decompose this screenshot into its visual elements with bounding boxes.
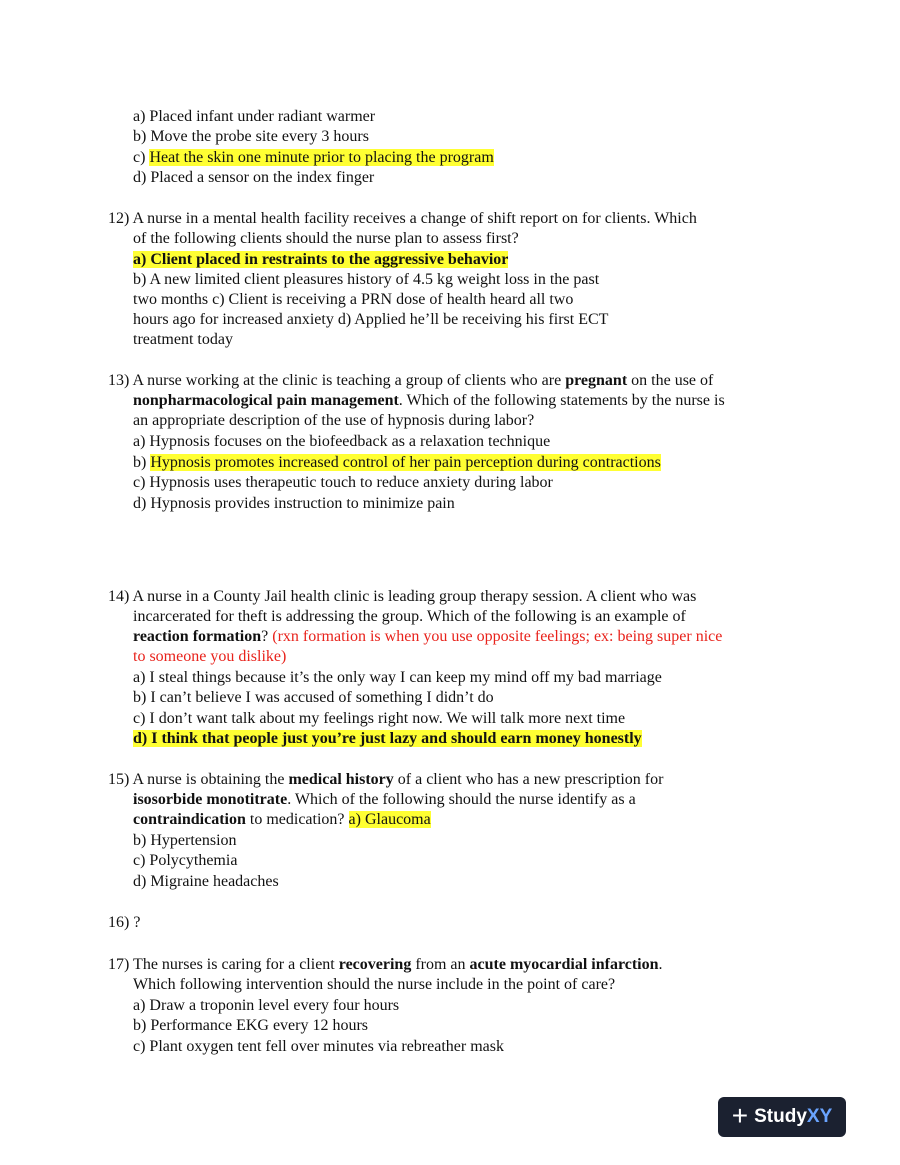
q15-text: 15) A nurse is obtaining the — [108, 771, 289, 788]
q17-option-c: c) Plant oxygen tent fell over minutes via rebreather mask — [133, 1038, 504, 1055]
q15-text: . Which of the following should the nurse identify as a — [287, 791, 636, 808]
q14-answer — [133, 729, 642, 749]
q12-stem-line-2: of the following clients should the nurse plan to assess first? — [133, 230, 519, 247]
q13-option-d: d) Hypnosis provides instruction to minimize pain — [133, 495, 455, 512]
q11-option-b: b) Move the probe site every 3 hours — [133, 128, 369, 145]
q12-answer — [133, 250, 508, 270]
q13-keyword-pregnant: pregnant — [565, 372, 628, 389]
q14-stem-line-1: 14) A nurse in a County Jail health clinic is leading group therapy session. A client who was — [108, 588, 697, 605]
q14-answer-highlight: d) I think that people just you’re just lazy and should earn money honestly — [133, 730, 642, 747]
q14-note-line-2: to someone you dislike) — [133, 648, 287, 665]
q15-option-b: b) Hypertension — [133, 832, 237, 849]
q15-keyword-medical-history: medical history — [288, 771, 394, 788]
q11-option-d: d) Placed a sensor on the index finger — [133, 169, 375, 186]
q13-stem-line-1 — [108, 371, 713, 391]
q15-option-c: c) Polycythemia — [133, 852, 238, 869]
studyxy-logo-badge[interactable] — [718, 1097, 846, 1137]
q17-stem-line-1 — [108, 955, 663, 975]
logo-text — [754, 1106, 832, 1128]
q17-keyword-recovering: recovering — [338, 956, 412, 973]
q15-option-d: d) Migraine headaches — [133, 873, 279, 890]
q12-option-line-6: hours ago for increased anxiety d) Applied he’ll be receiving his first ECT — [133, 311, 609, 328]
q14-stem-line-3 — [133, 627, 722, 647]
q17-option-a: a) Draw a troponin level every four hours — [133, 997, 400, 1014]
q14-option-b: b) I can’t believe I was accused of something I didn’t do — [133, 689, 494, 706]
q13-option-b — [133, 453, 661, 473]
q13-text: 13) A nurse working at the clinic is teaching a group of clients who are — [108, 372, 566, 389]
q17-text: 17) The nurses is caring for a client — [108, 956, 339, 973]
q12-option-line-7: treatment today — [133, 331, 233, 348]
q14-option-c: c) I don’t want talk about my feelings right now. We will talk more next time — [133, 710, 626, 727]
q13-option-a: a) Hypnosis focuses on the biofeedback as a relaxation technique — [133, 433, 551, 450]
q15-stem-line-2 — [133, 790, 636, 810]
q15-text: to medication? — [245, 811, 349, 828]
q15-answer-highlight: a) Glaucoma — [348, 811, 431, 828]
logo-text-xy: XY — [806, 1106, 833, 1127]
q11-answer-highlight: Heat the skin one minute prior to placing the program — [149, 149, 494, 166]
q13-stem-line-2 — [133, 391, 725, 411]
q11-option-c-prefix: c) — [133, 149, 150, 166]
q13-answer-highlight: Hypnosis promotes increased control of her pain perception during contractions — [150, 454, 661, 471]
q17-option-b: b) Performance EKG every 12 hours — [133, 1017, 369, 1034]
q12-stem-line-1: 12) A nurse in a mental health facility receives a change of shift report on for clients. Which — [108, 210, 697, 227]
q12-option-line-5: two months c) Client is receiving a PRN dose of health heard all two — [133, 291, 574, 308]
q13-option-b-prefix: b) — [133, 454, 151, 471]
q17-text: from an — [411, 956, 470, 973]
q15-text: of a client who has a new prescription for — [393, 771, 664, 788]
q16-stem: 16) ? — [108, 914, 141, 931]
q13-keyword-pain-management: nonpharmacological pain management — [133, 392, 399, 409]
logo-text-study: Study — [754, 1106, 807, 1127]
q15-keyword-contraindication: contraindication — [133, 811, 246, 828]
q12-answer-highlight: a) Client placed in restraints to the aggressive behavior — [133, 251, 509, 268]
q13-stem-line-3: an appropriate description of the use of hypnosis during labor? — [133, 412, 535, 429]
q14-option-a: a) I steal things because it’s the only way I can keep my mind off my bad marriage — [133, 669, 662, 686]
q17-keyword-ami: acute myocardial infarction — [469, 956, 659, 973]
plus-icon: + — [731, 1099, 749, 1131]
q14-keyword-reaction-formation: reaction formation — [133, 628, 262, 645]
q11-option-c — [133, 148, 494, 168]
q15-stem-line-3 — [133, 810, 431, 830]
q12-option-line-4: b) A new limited client pleasures history of 4.5 kg weight loss in the past — [133, 271, 600, 288]
q17-text: . — [658, 956, 663, 973]
q15-stem-line-1 — [108, 770, 663, 790]
q17-stem-line-2: Which following intervention should the nurse include in the point of care? — [133, 976, 616, 993]
q14-note: (rxn formation is when you use opposite feelings; ex: being super nice — [272, 628, 723, 645]
q14-stem-line-2: incarcerated for theft is addressing the group. Which of the following is an example of — [133, 608, 686, 625]
q11-option-a: a) Placed infant under radiant warmer — [133, 108, 376, 125]
q14-text: ? — [261, 628, 273, 645]
q13-text: on the use of — [627, 372, 714, 389]
q13-option-c: c) Hypnosis uses therapeutic touch to reduce anxiety during labor — [133, 474, 553, 491]
q15-keyword-drug: isosorbide monotitrate — [133, 791, 288, 808]
q13-text: . Which of the following statements by the nurse is — [398, 392, 725, 409]
